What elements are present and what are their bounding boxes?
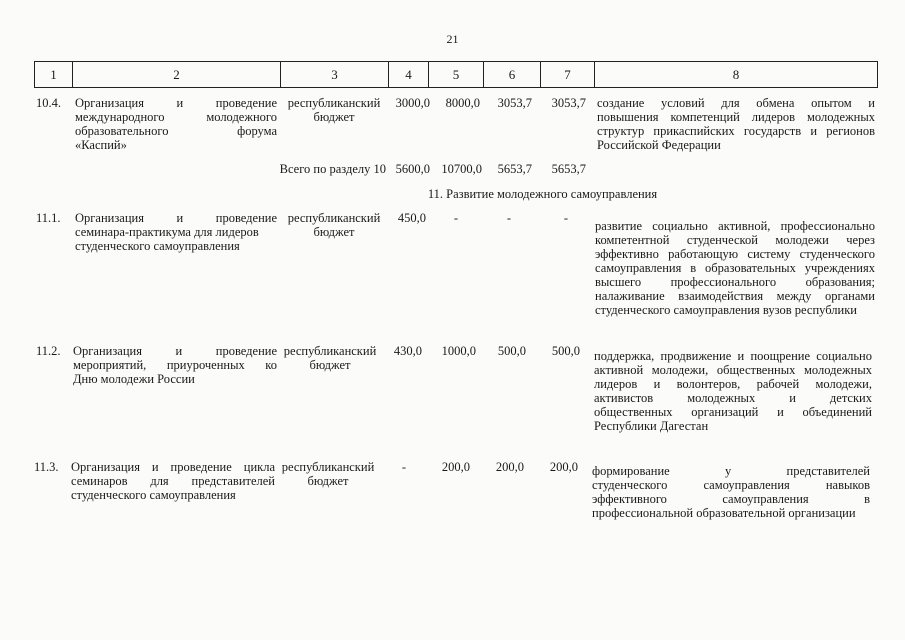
col-4-value: -	[401, 460, 407, 474]
total-col-4: 5600,0	[395, 162, 430, 176]
funding-source: республиканский бюджет	[287, 96, 381, 124]
activity-name: Организация и проведение семинара-практикума для лидеров студенческого самоуправления	[75, 211, 277, 253]
total-label: Всего по разделу 10	[279, 162, 386, 176]
table-header	[34, 61, 878, 88]
expected-result: развитие социально активной, профессионально компетентной студенческой молодежи через эффективно работающую систему студенческого самоуправления в образовательных учреждениях высшего профессионального образования; налаживание взаимодействия между органами студенческого самоуправления вузов республики	[595, 219, 875, 317]
row-number: 11.3.	[34, 460, 59, 474]
col-5-value: 8000,0	[445, 96, 480, 110]
activity-name: Организация и проведение международного молодежного образовательного форума «Каспий»	[75, 96, 277, 152]
row-number: 11.1.	[36, 211, 61, 225]
col-4-value: 3000,0	[395, 96, 430, 110]
page-number: 21	[446, 32, 459, 46]
row-number: 10.4.	[36, 96, 61, 110]
col-7-value: -	[563, 211, 569, 225]
col-6-value: -	[506, 211, 512, 225]
col-7-value: 500,0	[551, 344, 580, 358]
col-7-value: 3053,7	[551, 96, 586, 110]
col-6-value: 3053,7	[497, 96, 532, 110]
header-col-6: 6	[484, 62, 541, 87]
funding-source: республиканский бюджет	[283, 344, 377, 372]
col-6-value: 500,0	[497, 344, 526, 358]
col-5-value: 200,0	[441, 460, 470, 474]
row-number: 11.2.	[36, 344, 61, 358]
section-title: 11. Развитие молодежного самоуправления	[427, 187, 658, 201]
col-6-value: 200,0	[495, 460, 524, 474]
funding-source: республиканский бюджет	[281, 460, 375, 488]
activity-name: Организация и проведение мероприятий, приуроченных ко Дню молодежи России	[73, 344, 277, 386]
header-col-8: 8	[732, 67, 740, 82]
total-col-5: 10700,0	[441, 162, 482, 176]
header-col-5: 5	[429, 62, 484, 87]
col-4-value: 430,0	[393, 344, 422, 358]
header-col-1: 1	[35, 62, 73, 87]
header-col-4: 4	[389, 62, 429, 87]
funding-source: республиканский бюджет	[287, 211, 381, 239]
col-7-value: 200,0	[549, 460, 578, 474]
expected-result: поддержка, продвижение и поощрение социально активной молодежи, общественных молодежных лидеров и волонтеров, рабочей молодежи, активистов молодежных и детских общественных организаций и объединений Республики Дагестан	[594, 349, 872, 433]
expected-result: формирование у представителей студенческого самоуправления навыков эффективного самоуправления в профессиональной образовательной организации	[592, 464, 870, 520]
col-4-value: 450,0	[397, 211, 426, 225]
header-col-3: 3	[281, 62, 389, 87]
col-5-value: -	[453, 211, 459, 225]
header-col-2: 2	[73, 62, 281, 87]
total-col-7: 5653,7	[551, 162, 586, 176]
header-col-7: 7	[541, 62, 595, 87]
expected-result: создание условий для обмена опытом и повышения компетенций лидеров молодежных структур прикаспийских государств и регионов Российской Федерации	[597, 96, 875, 152]
total-col-6: 5653,7	[497, 162, 532, 176]
activity-name: Организация и проведение цикла семинаров для представителей студенческого самоуправления	[71, 460, 275, 502]
col-5-value: 1000,0	[441, 344, 476, 358]
